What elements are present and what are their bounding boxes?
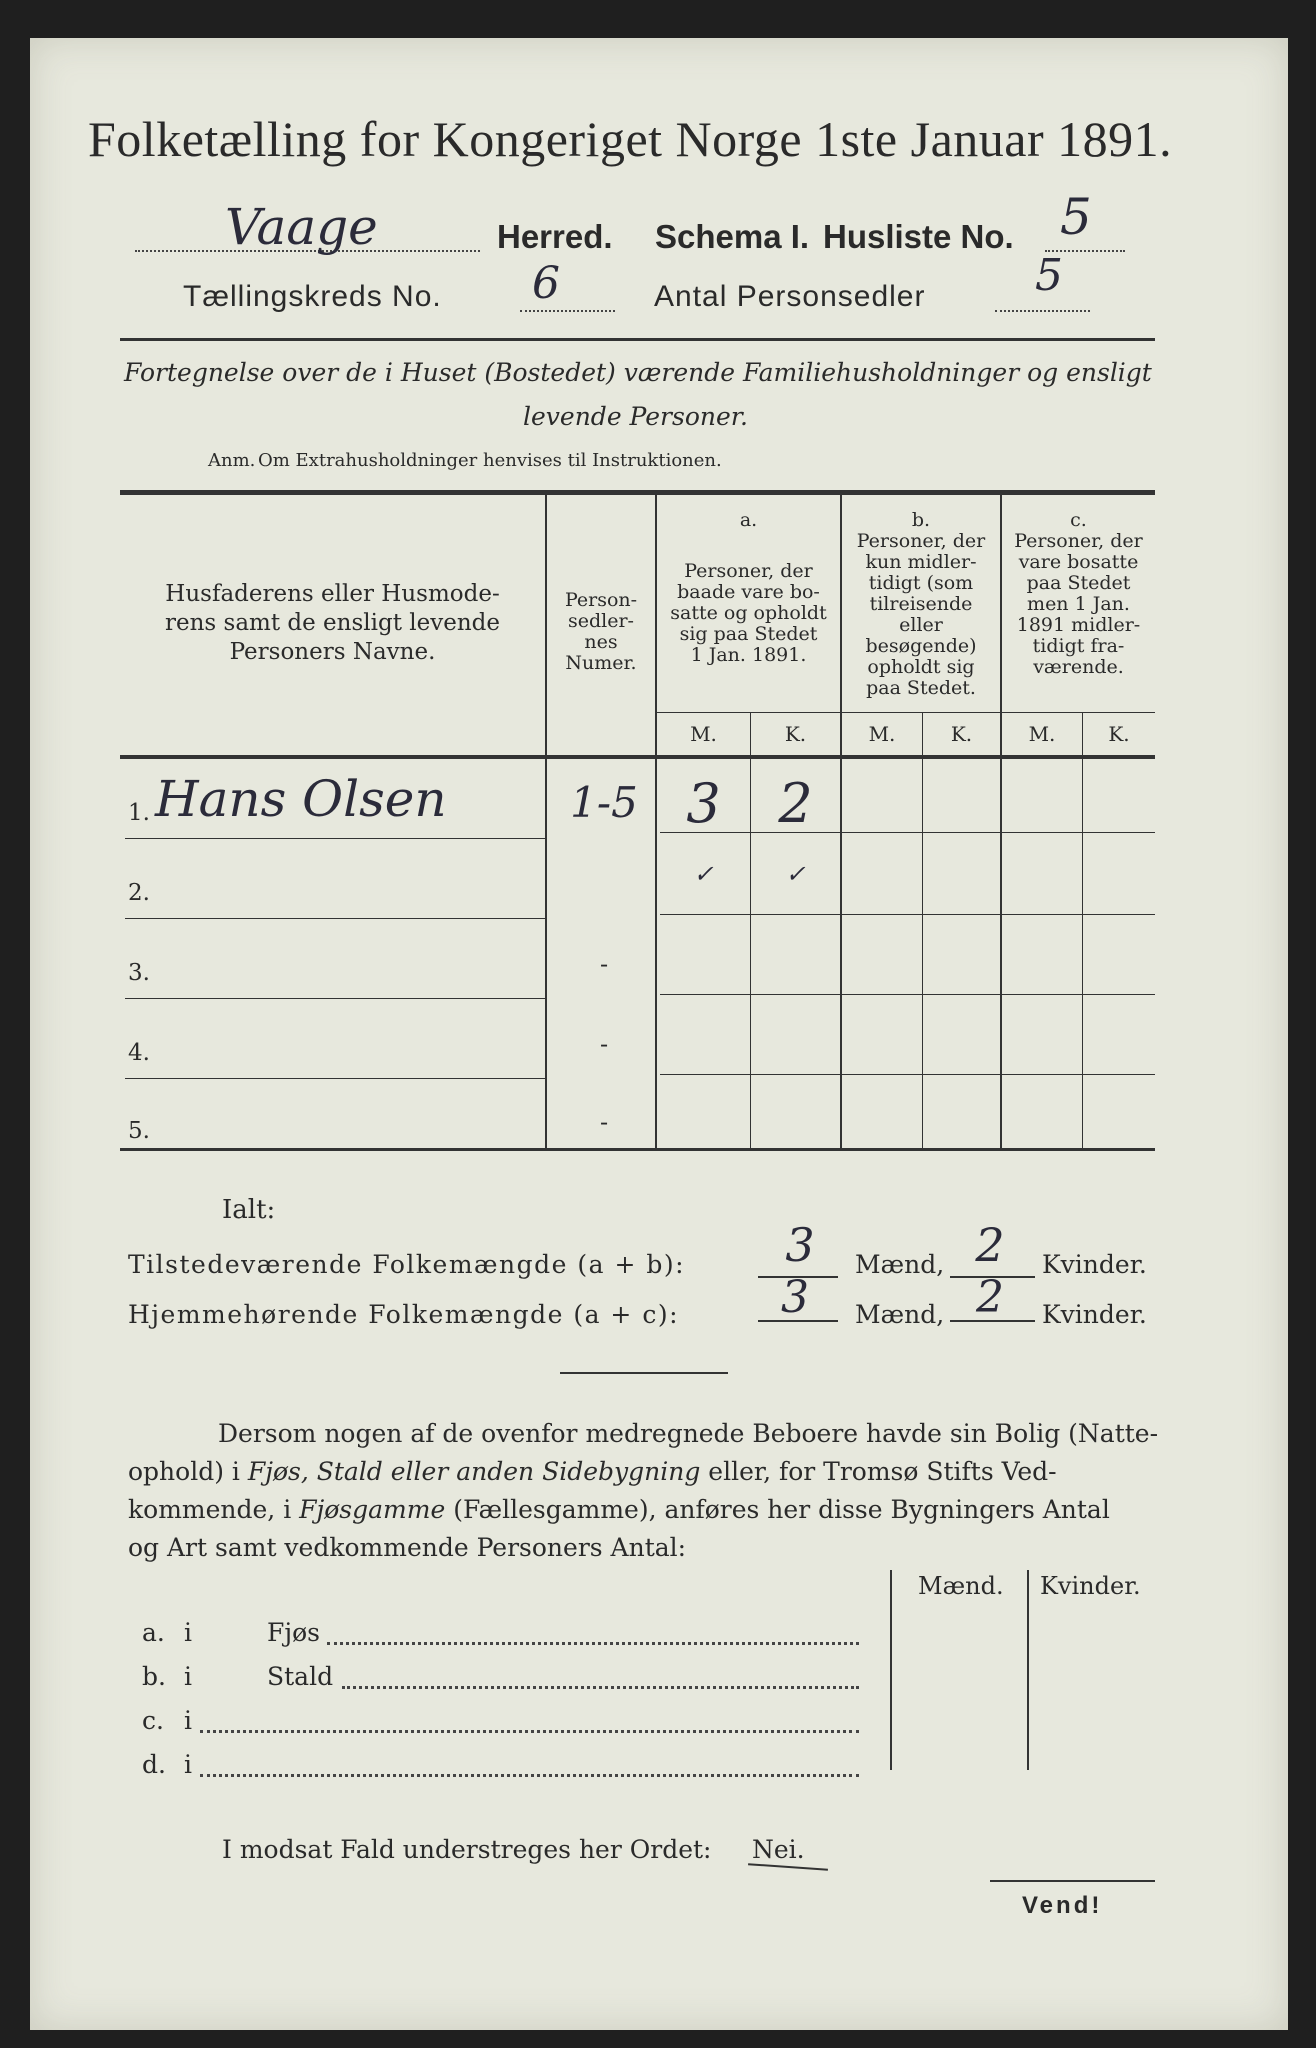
col-b-m-label: M. (868, 722, 896, 746)
outbuildings-line-1 (128, 1415, 1163, 1453)
col-num-line-2: sedler- (568, 610, 634, 632)
col-b-line-2: kun midler- (865, 551, 977, 573)
hjemme-maend-label: Mænd, (855, 1300, 945, 1329)
modsat-text: I modsat Fald understreges her Ordet: (222, 1835, 712, 1864)
col-c-k-label: K. (1108, 722, 1130, 746)
outbuildings-i: i (184, 1662, 192, 1691)
outbuildings-dots (327, 1642, 859, 1645)
col-b-line-5: eller (899, 614, 943, 636)
antal-label: Antal Personsedler (654, 280, 926, 313)
row-number: 5. (128, 1118, 150, 1144)
outbuildings-row (142, 1662, 882, 1702)
outbuildings-i: i (184, 1706, 192, 1735)
person-number: - (599, 1108, 609, 1136)
outbuildings-text-3b: Fjøsgamme (299, 1495, 446, 1524)
col-name-line-3: Personers Navne. (229, 639, 436, 665)
section-divider (560, 1372, 728, 1374)
person-number: - (599, 1030, 609, 1058)
outbuildings-letter: d. (142, 1750, 166, 1779)
row-number: 2. (128, 880, 150, 906)
header-divider (120, 338, 1155, 341)
col-c-line-1: Personer, der (1014, 530, 1143, 552)
row-rule-right (660, 1074, 1155, 1075)
col-name-line-1: Husfaderens eller Husmode- (165, 581, 500, 607)
tilstede-kvinder-label: Kvinder. (1042, 1250, 1147, 1279)
row-number: 3. (128, 960, 150, 986)
col-name-line-2: rens samt de ensligt levende (165, 610, 500, 636)
outbuildings-text-3a: kommende, i (128, 1495, 300, 1524)
outbuildings-line-3 (128, 1491, 1163, 1529)
intro-line-1: Fortegnelse over de i Huset (Bostedet) værende Familiehusholdninger og ensligt (124, 358, 1152, 387)
person-number: 1-5 (570, 778, 638, 827)
outbuildings-text-1: Dersom nogen af de ovenfor medregnede Beboere havde sin Bolig (Natte- (218, 1419, 1159, 1448)
hjemme-kvinder-label: Kvinder. (1042, 1300, 1147, 1329)
table-row (120, 1090, 1155, 1148)
outbuildings-divider-2 (1027, 1570, 1029, 1770)
col-num-line-3: nes (584, 631, 618, 653)
outbuildings-line-2 (128, 1453, 1163, 1491)
row-number: 1. (128, 800, 150, 826)
form-title: Folketælling for Kongeriget Norge 1ste Januar 1891. (88, 111, 1173, 167)
table-row (120, 1010, 1155, 1080)
tilstede-men: 3 (785, 1218, 815, 1272)
col-c-line-4: men 1 Jan. (1027, 593, 1130, 615)
col-b-header (842, 510, 1000, 699)
herred-value: Vaage (225, 198, 378, 256)
person-name: Hans Olsen (155, 770, 447, 828)
col-c-line-5: 1891 midler- (1016, 614, 1141, 636)
table-row (120, 850, 1155, 920)
outbuildings-dots (200, 1774, 859, 1777)
outbuildings-letter: b. (142, 1662, 166, 1691)
present-women: ✓ (785, 860, 806, 888)
row-rule (125, 998, 545, 999)
hjemme-label: Hjemmehørende Folkemængde (a + c): (128, 1300, 679, 1329)
col-c-line-2: vare bosatte (1018, 551, 1139, 573)
husliste-value: 5 (1060, 188, 1092, 246)
outbuildings-line-4: og Art samt vedkommende Personers Antal: (128, 1533, 687, 1562)
col-num-header (547, 590, 655, 674)
antal-value: 5 (1035, 250, 1063, 301)
col-name-header (130, 580, 535, 667)
schema-label: Schema I. (655, 218, 810, 255)
col-c-letter: c. (1070, 509, 1087, 531)
row-rule (125, 918, 545, 919)
outbuildings-col-men: Mænd. (918, 1572, 1004, 1600)
row-rule (125, 1078, 545, 1079)
outbuildings-letter: a. (142, 1618, 165, 1647)
outbuildings-dots (342, 1686, 859, 1689)
nei-word: Nei. (752, 1835, 805, 1864)
col-a-letter: a. (739, 509, 758, 531)
outbuildings-divider-1 (890, 1570, 892, 1770)
kreds-label: Tællingskreds No. (183, 280, 442, 313)
outbuildings-row (142, 1618, 882, 1658)
col-c-line-6: tidigt fra- (1032, 635, 1125, 657)
outbuildings-text-2a: ophold) i (128, 1457, 248, 1486)
outbuildings-text-2c: eller, for Tromsø Stifts Ved- (700, 1457, 1057, 1486)
present-women: 2 (778, 772, 813, 835)
ialt-label: Ialt: (222, 1195, 276, 1225)
col-b-letter: b. (911, 509, 931, 531)
outbuildings-i: i (184, 1750, 192, 1779)
outbuildings-row (142, 1706, 882, 1746)
outbuildings-col-women: Kvinder. (1040, 1572, 1141, 1600)
herred-label: Herred. (497, 218, 613, 255)
intro-line-2: levende Personer. (523, 402, 748, 431)
tilstede-label: Tilstedeværende Folkemængde (a + b): (128, 1250, 686, 1279)
antal-field-line (995, 310, 1090, 312)
present-men: 3 (686, 772, 721, 835)
outbuildings-i: i (184, 1618, 192, 1647)
col-c-line-7: værende. (1033, 656, 1124, 678)
tilstede-maend-label: Mænd, (855, 1250, 945, 1279)
hjemme-men: 3 (781, 1272, 809, 1323)
row-rule (125, 838, 545, 839)
col-b-k-label: K. (950, 722, 973, 746)
tilstede-women: 2 (975, 1218, 1005, 1272)
row-number: 4. (128, 1040, 150, 1066)
kreds-field-line (520, 310, 615, 312)
mk-top-rule (657, 712, 1155, 713)
col-a-line-4: sig paa Stedet (679, 623, 818, 645)
col-a-line-5: 1 Jan. 1891. (690, 644, 807, 666)
col-a-m-label: M. (690, 722, 717, 746)
vend-label: Vend! (1022, 1892, 1103, 1919)
col-b-line-7: opholdt sig (867, 656, 975, 678)
col-a-line-1: Personer, der (684, 560, 813, 582)
outbuildings-text-3c: (Fællesgamme), anføres her disse Bygningers Antal (445, 1495, 1110, 1524)
row-rule-right (660, 914, 1155, 915)
outbuildings-letter: c. (142, 1706, 164, 1735)
hjemme-women: 2 (976, 1272, 1004, 1323)
col-num-line-4: Numer. (565, 652, 637, 674)
person-number: - (599, 950, 609, 978)
outbuildings-text-2b: Fjøs, Stald eller anden Sidebygning (247, 1457, 701, 1486)
outbuildings-row (142, 1750, 882, 1790)
outbuildings-paragraph (128, 1415, 1163, 1567)
outbuildings-label: Stald (267, 1662, 334, 1691)
col-b-line-3: tidigt (som (868, 572, 974, 594)
col-c-line-3: paa Stedet (1026, 572, 1131, 594)
col-num-line-1: Person- (564, 589, 638, 611)
col-c-m-label: M. (1028, 722, 1056, 746)
col-b-line-4: tilreisende (869, 593, 973, 615)
anm-label: Anm. (208, 450, 256, 471)
row-rule-right (660, 994, 1155, 995)
table-row (120, 930, 1155, 1000)
table-row (120, 770, 1155, 840)
col-b-line-8: paa Stedet. (866, 677, 976, 699)
outbuildings-dots (200, 1730, 859, 1733)
outbuildings-label: Fjøs (267, 1618, 320, 1647)
col-a-header (657, 510, 840, 666)
husliste-label: Husliste No. (823, 218, 1014, 255)
col-b-line-6: besøgende) (865, 635, 977, 657)
vend-rule (990, 1880, 1155, 1882)
col-a-line-2: baade vare bo- (677, 581, 820, 603)
col-c-header (1002, 510, 1155, 678)
col-a-line-3: satte og opholdt (670, 602, 827, 624)
col-b-line-1: Personer, der (856, 530, 986, 552)
kreds-value: 6 (532, 258, 560, 309)
present-men: ✓ (693, 860, 714, 888)
col-a-k-label: K. (784, 722, 807, 746)
table-bottom-rule (120, 1148, 1155, 1151)
anm-text: Om Extrahusholdninger henvises til Instruktionen. (258, 450, 722, 471)
